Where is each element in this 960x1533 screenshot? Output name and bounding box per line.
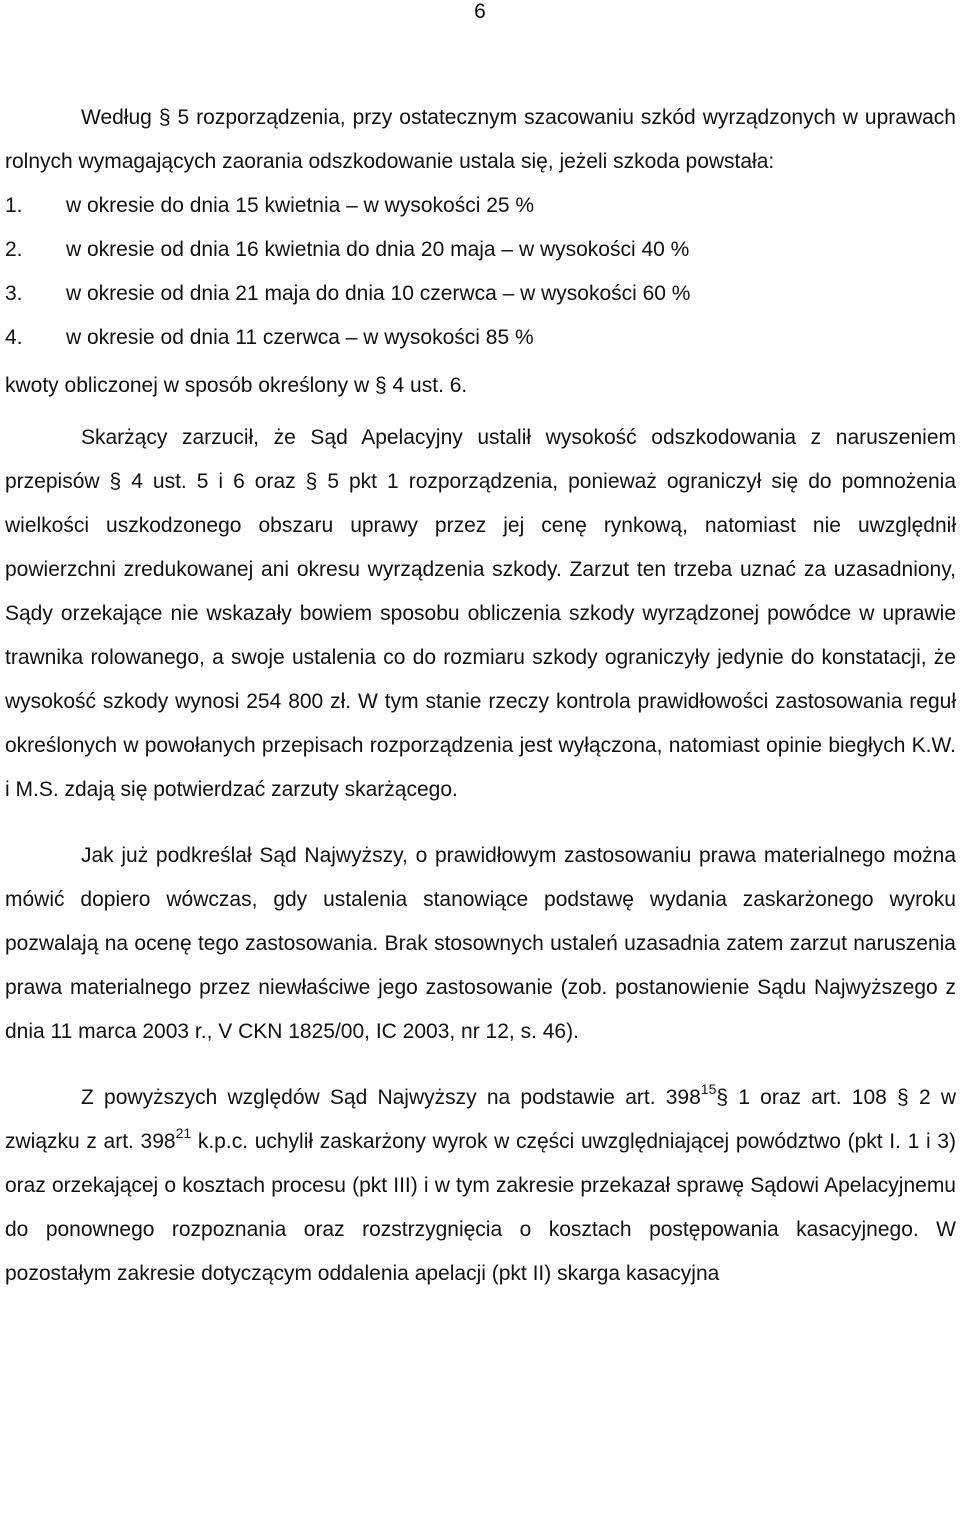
rule-intro-paragraph: Według § 5 rozporządzenia, przy ostatecznym szacowaniu szkód wyrządzonych w uprawach rolnych wymagających zaorania odszkodowanie ustala się, jeżeli szkoda powstała:: [5, 96, 956, 184]
section-sign: [159, 106, 171, 129]
damage-periods-list: [5, 184, 956, 360]
superscript: 21: [175, 1125, 192, 1141]
document-body: [5, 96, 956, 1296]
precedent-paragraph: Jak już podkreślał Sąd Najwyższy, o prawidłowym zastosowaniu prawa materialnego można mówić dopiero wówczas, gdy ustalenia stanowiące podstawę wydania zaskarżonego wyroku pozwalają na ocenę tego zastosowania. Brak stosownych ustaleń uzasadnia zatem zarzut naruszenia prawa materialnego przez niewłaściwe jego zastosowanie (zob. postanowienie Sądu Najwyższego z dnia 11 marca 2003 r., V CKN 1825/00, IC 2003, nr 12, s. 46).: [5, 844, 956, 1043]
ruling-paragraph: Z powyższych względów Sąd Najwyższy na podstawie art. $398^{15}\S$ 1 oraz art. 108 § 2 w związku z art. $398^{21}$ k.p.c. uchylił zaskarżony wyrok w części uwzględniającej powództwo (pkt I. 1 i 3) oraz orzekającej o kosztach procesu (pkt III) i w tym zakresie przekazał sprawę Sądowi Apelacyjnemu do ponownego rozpoznania oraz rozstrzygnięcia o kosztach postępowania kasacyjnego. W pozostałym zakresie dotyczącym oddalenia apelacji (pkt II) skarga kasacyjna: [5, 1076, 956, 1296]
section-sign: [375, 374, 387, 397]
page-number: 6: [474, 0, 486, 23]
list-item: 1. w okresie do dnia 15 kwietnia – w wysokości 25 %: [5, 194, 535, 217]
section-sign: [110, 470, 122, 493]
superscript: 15: [700, 1081, 717, 1097]
list-item: 4. w okresie od dnia 11 czerwca – w wysokości 85 %: [5, 326, 534, 349]
list-item: 3. w okresie od dnia 21 maja do dnia 10 czerwca – w wysokości 60 %: [5, 282, 691, 305]
section-sign: [306, 470, 318, 493]
list-item: 2. w okresie od dnia 16 kwietnia do dnia 20 maja – w wysokości 40 %: [5, 238, 690, 261]
rule-tail-paragraph: kwoty obliczonej w sposób określony w § 4 ust. 6.: [5, 364, 956, 408]
section-sign: [716, 1086, 728, 1109]
section-sign: [897, 1086, 909, 1109]
complaint-paragraph: Skarżący zarzucił, że Sąd Apelacyjny ustalił wysokość odszkodowania z naruszeniem przepisów § 4 ust. 5 i 6 oraz § 5 pkt 1 rozporządzenia, ponieważ ograniczył się do pomnożenia wielkości uszkodzonego obszaru uprawy przez jej cenę rynkową, natomiast nie uwzględnił powierzchni zredukowanej ani okresu wyrządzenia szkody. Zarzut ten trzeba uznać za uzasadniony, Sądy orzekające nie wskazały bowiem sposobu obliczenia szkody wyrządzonej powódce w uprawie trawnika rolowanego, a swoje ustalenia co do rozmiaru szkody ograniczyły jedynie do konstatacji, że wysokość szkody wynosi 254 800 zł. W tym stanie rzeczy kontrola prawidłowości zastosowania reguł określonych w powołanych przepisach rozporządzenia jest wyłączona, natomiast opinie biegłych K.W. i M.S. zdają się potwierdzać zarzuty skarżącego.: [5, 416, 956, 812]
